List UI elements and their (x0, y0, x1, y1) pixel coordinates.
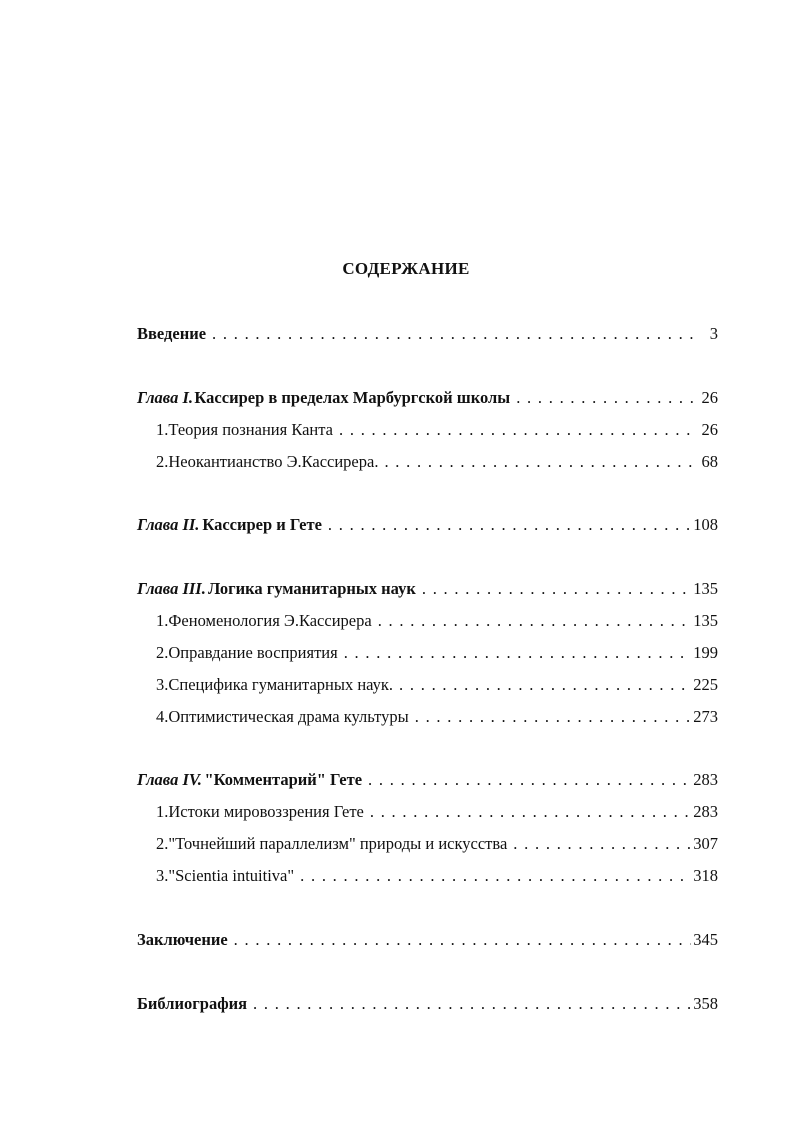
toc-entry-label: Введение (137, 324, 207, 343)
section-number: 4. (156, 707, 169, 726)
dot-leader (339, 419, 694, 441)
toc-page-number: 358 (693, 994, 718, 1013)
dot-leader (513, 833, 691, 855)
toc-entry-section (156, 674, 718, 696)
chapter-title: "Комментарий" Гете (204, 770, 363, 789)
toc-page-number: 283 (693, 770, 718, 789)
toc-entry-section (156, 419, 718, 441)
dot-leader (384, 451, 694, 473)
dot-leader (253, 993, 691, 1015)
toc-page-number: 318 (693, 866, 718, 885)
dot-leader (378, 610, 692, 632)
toc-entry-bibliography (137, 993, 718, 1015)
section-number: 3. (156, 675, 169, 694)
toc-entry-section (156, 833, 718, 855)
toc-entry-section (156, 865, 718, 887)
dot-leader (370, 801, 691, 823)
toc-entry-chapter-4 (137, 769, 718, 791)
toc-page-number: 225 (693, 675, 718, 694)
toc-page-number: 345 (693, 930, 718, 949)
toc-entry-label: Заключение (137, 930, 228, 949)
toc-page-number: 26 (701, 420, 718, 439)
chapter-label: Глава IV. (137, 770, 202, 789)
section-title: Оправдание восприятия (168, 643, 338, 662)
dot-leader (328, 514, 691, 536)
section-number: 3. (156, 866, 169, 885)
toc-page-number: 307 (693, 834, 718, 853)
toc-entry-conclusion (137, 929, 718, 951)
toc-entry-section (156, 801, 718, 823)
dot-leader (399, 674, 691, 696)
dot-leader (212, 323, 694, 345)
dot-leader (516, 387, 694, 409)
chapter-title: Логика гуманитарных наук (207, 579, 416, 598)
toc-page-number: 283 (693, 802, 718, 821)
toc-page-number: 199 (693, 643, 718, 662)
toc-page-number: 3 (709, 324, 718, 343)
section-title: Истоки мировоззрения Гете (168, 802, 364, 821)
chapter-title: Кассирер и Гете (202, 515, 322, 534)
section-title: "Scientia intuitiva" (168, 866, 295, 885)
section-title: Теория познания Канта (168, 420, 333, 439)
dot-leader (422, 578, 691, 600)
chapter-label: Глава II. (137, 515, 200, 534)
section-title: Специфика гуманитарных наук. (168, 675, 394, 694)
toc-page-number: 68 (701, 452, 718, 471)
section-title: Оптимистическая драма культуры (168, 707, 409, 726)
toc-entry-section (156, 451, 718, 473)
section-title: Неокантианство Э.Кассирера. (168, 452, 379, 471)
toc-page-number: 135 (693, 611, 718, 630)
toc-entry-chapter-1 (137, 387, 718, 409)
toc-entry-chapter-3 (137, 578, 718, 600)
toc-entry-label: Библиография (137, 994, 248, 1013)
dot-leader (344, 642, 692, 664)
toc-page-number: 273 (693, 707, 718, 726)
chapter-label: Глава I. (137, 388, 193, 407)
section-title: "Точнейший параллелизм" природы и искусства (168, 834, 508, 853)
toc-entry-section (156, 706, 718, 728)
toc-entry-section (156, 610, 718, 632)
dot-leader (368, 769, 691, 791)
dot-leader (234, 929, 692, 951)
toc-page-number: 26 (701, 388, 718, 407)
section-number: 1. (156, 802, 169, 821)
section-number: 2. (156, 834, 169, 853)
section-number: 1. (156, 611, 169, 630)
dot-leader (300, 865, 691, 887)
toc-page-number: 135 (693, 579, 718, 598)
toc-title: СОДЕРЖАНИЕ (342, 259, 470, 278)
section-title: Феноменология Э.Кассирера (168, 611, 372, 630)
toc-entry-section (156, 642, 718, 664)
section-number: 1. (156, 420, 169, 439)
toc-entry-chapter-2 (137, 514, 718, 536)
dot-leader (415, 706, 692, 728)
section-number: 2. (156, 643, 169, 662)
section-number: 2. (156, 452, 169, 471)
chapter-title: Кассирер в пределах Марбургской школы (194, 388, 511, 407)
toc-entry-introduction (137, 323, 718, 345)
chapter-label: Глава III. (137, 579, 206, 598)
toc-page-number: 108 (693, 515, 718, 534)
